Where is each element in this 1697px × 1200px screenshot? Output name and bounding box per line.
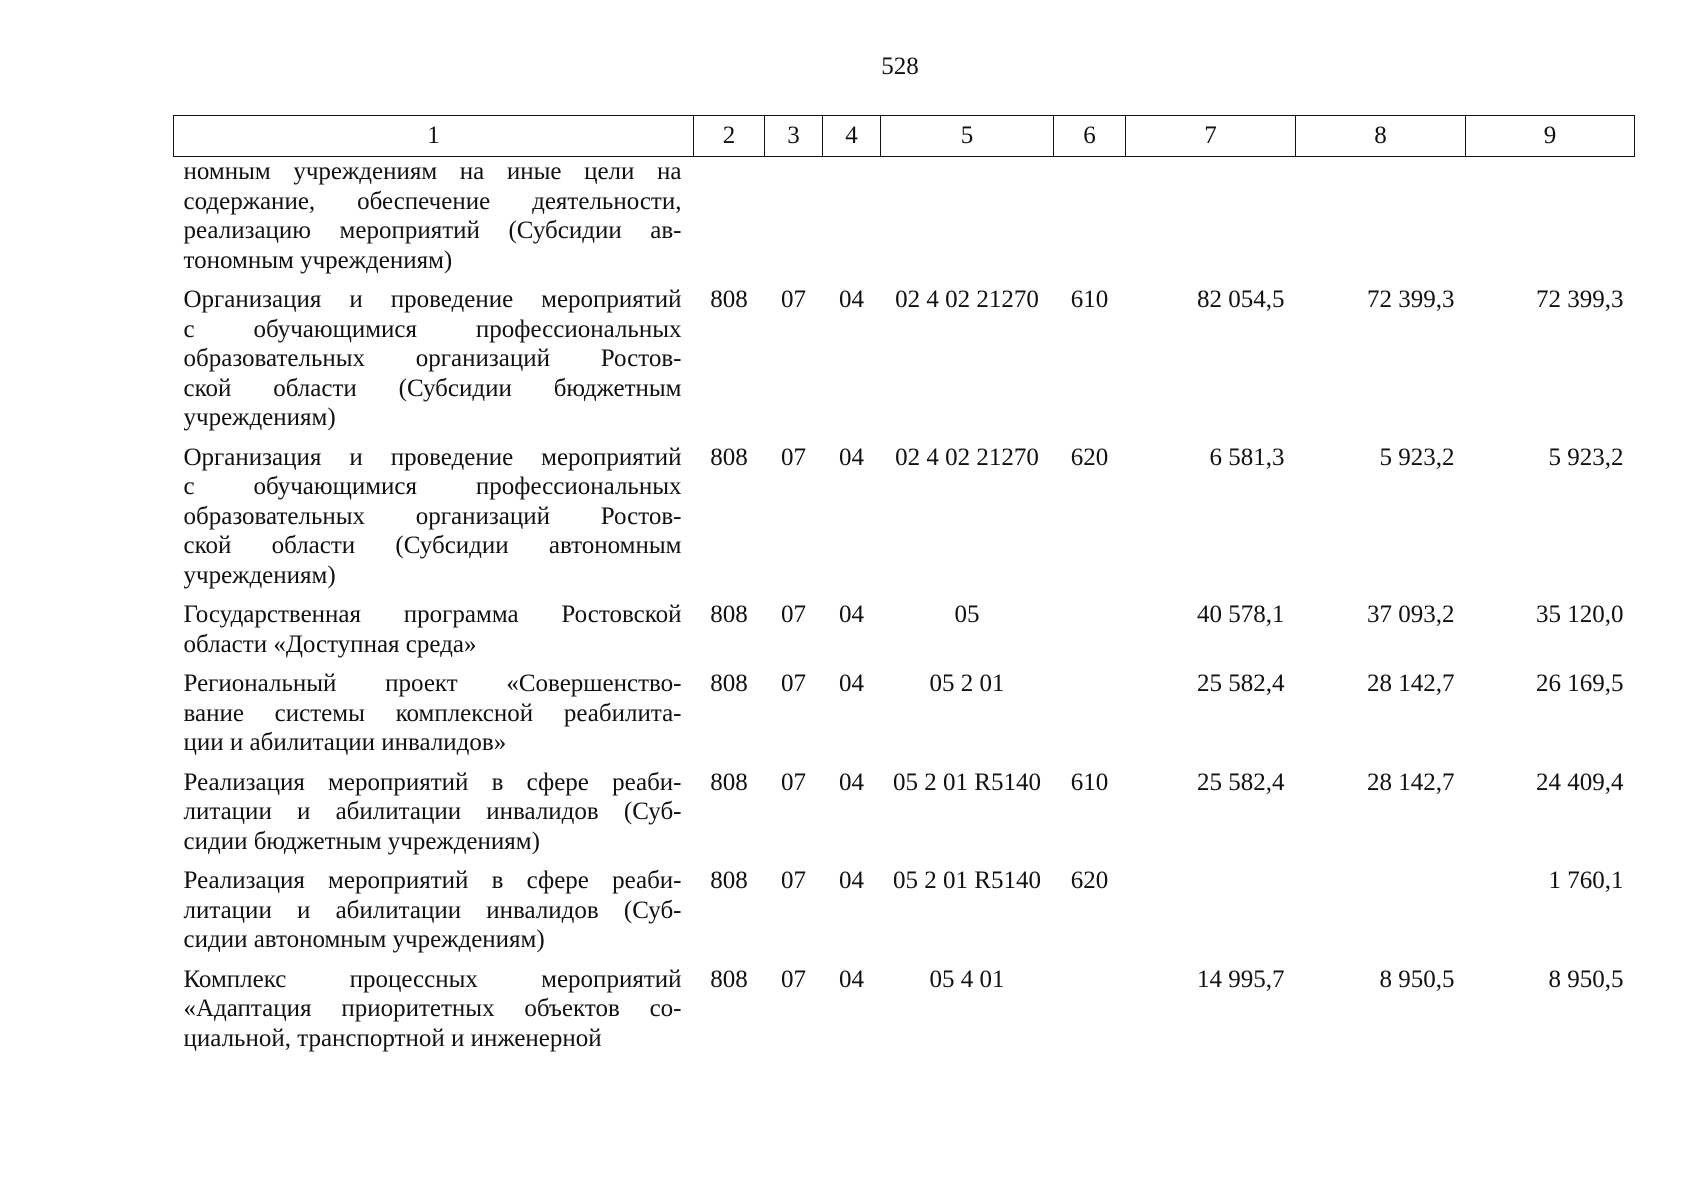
cell-celevaya-statya [881,157,1054,286]
header-cell-6: 6 [1054,116,1126,157]
cell-name-line: ской области (Субсидии автономным [183,532,682,559]
cell-name [174,600,694,669]
cell-amount-col9 [1466,157,1635,286]
cell-amount-col8: 37 093,2 [1367,601,1455,628]
cell-name [174,768,694,867]
cell-name-line: вание системы комплексной реабилита- [183,699,682,727]
cell-celevaya-statya: 05 2 01 R5140 [893,768,1041,796]
cell-vid-rashodov: 620 [1070,867,1109,894]
cell-name [174,443,694,601]
cell-glavnyi-rasporyaditel: 808 [710,867,748,894]
cell-amount-col7: 82 054,5 [1197,286,1285,313]
cell-razdel: 07 [781,965,806,993]
cell-vid-rashodov: 610 [1070,286,1109,313]
cell-amount-col9: 5 923,2 [1548,443,1624,471]
cell-name-line: сидии бюджетным учреждениям) [183,827,540,855]
table-row [174,600,1635,669]
cell-name-line: содержание, обеспечение деятельности, [183,187,682,215]
cell-amount-col9: 26 169,5 [1536,670,1624,697]
cell-name [174,669,694,768]
cell-name [174,866,694,965]
cell-podrazdel: 04 [839,670,864,697]
cell-amount-col9: 24 409,4 [1536,768,1624,796]
table-row [174,768,1635,867]
cell-name-line: тономным учреждениям) [183,246,453,274]
header-cell-1: 1 [174,116,694,157]
cell-podrazdel: 04 [839,965,864,993]
cell-vid-rashodov [1054,965,1126,1064]
cell-vid-rashodov: 610 [1070,768,1109,796]
cell-glavnyi-rasporyaditel: 808 [710,670,748,697]
cell-celevaya-statya: 02 4 02 21270 [895,286,1039,313]
table-row [174,965,1635,1064]
cell-amount-col8: 28 142,7 [1367,670,1455,697]
cell-razdel: 07 [781,443,806,471]
table-row [174,866,1635,965]
cell-glavnyi-rasporyaditel: 808 [710,965,748,993]
cell-name-line: области «Доступная среда» [183,630,477,658]
cell-name-line: Организация и проведение мероприятий [183,286,682,313]
cell-name-line: сидии автономным учреждениям) [183,926,545,953]
cell-amount-col8 [1296,157,1466,286]
cell-amount-col8 [1296,866,1466,965]
cell-amount-col7: 6 581,3 [1209,443,1285,471]
header-cell-2: 2 [694,116,765,157]
cell-amount-col9: 35 120,0 [1536,601,1624,628]
cell-celevaya-statya: 05 [954,601,980,628]
cell-name [174,965,694,1064]
cell-name-line: с обучающимися профессиональных [183,315,682,343]
table-row [174,285,1635,443]
cell-podrazdel: 04 [839,286,864,313]
cell-podrazdel: 04 [839,443,864,471]
cell-celevaya-statya: 02 4 02 21270 [895,443,1039,471]
cell-amount-col8: 8 950,5 [1379,965,1455,993]
cell-podrazdel: 04 [839,768,864,796]
header-cell-4: 4 [823,116,881,157]
cell-name-line: Комплекс процессных мероприятий [183,965,682,993]
cell-glavnyi-rasporyaditel: 808 [710,768,748,796]
cell-amount-col8: 72 399,3 [1367,286,1455,313]
cell-glavnyi-rasporyaditel: 808 [710,286,748,313]
cell-amount-col9: 72 399,3 [1536,286,1624,313]
budget-table [173,115,1635,1063]
cell-glavnyi-rasporyaditel: 808 [710,443,748,471]
cell-name-line: литации и абилитации инвалидов (Суб- [183,896,682,924]
cell-name-line: реализацию мероприятий (Субсидии ав- [183,217,682,244]
cell-amount-col7: 40 578,1 [1197,601,1285,628]
cell-razdel: 07 [781,286,806,313]
cell-name-line: образовательных организаций Ростов- [183,345,682,372]
cell-name-line: Организация и проведение мероприятий [183,443,682,471]
cell-name-line: «Адаптация приоритетных объектов со- [183,995,682,1022]
cell-amount-col7 [1126,157,1296,286]
cell-podrazdel [823,157,881,286]
cell-vid-rashodov [1054,157,1126,286]
header-row [174,116,1635,157]
cell-name-line: ской области (Субсидии бюджетным [183,374,682,402]
cell-amount-col9: 1 760,1 [1548,867,1624,894]
page-number: 528 [881,53,919,80]
cell-amount-col7: 14 995,7 [1197,965,1285,993]
cell-vid-rashodov [1054,600,1126,669]
cell-name-line: учреждениям) [183,404,336,431]
cell-name-line: номным учреждениям на иные цели на [183,158,682,185]
header-cell-3: 3 [765,116,823,157]
cell-amount-col8: 5 923,2 [1379,443,1455,471]
cell-name-line: Государственная программа Ростовской [183,601,682,628]
cell-amount-col7 [1126,866,1296,965]
cell-amount-col7: 25 582,4 [1197,670,1285,697]
cell-celevaya-statya: 05 2 01 R5140 [893,867,1041,894]
cell-razdel [765,157,823,286]
cell-razdel: 07 [781,601,806,628]
cell-name-line: Реализация мероприятий в сфере реаби- [183,768,682,796]
cell-name-line: образовательных организаций Ростов- [183,502,682,530]
cell-name-line: учреждениям) [183,561,336,589]
cell-glavnyi-rasporyaditel: 808 [710,601,748,628]
cell-razdel: 07 [781,768,806,796]
table-header [174,116,1635,157]
cell-amount-col7: 25 582,4 [1197,768,1285,796]
cell-podrazdel: 04 [839,867,864,894]
cell-name-line: Региональный проект «Совершенство- [183,670,682,697]
header-cell-8: 8 [1296,116,1466,157]
cell-amount-col9: 8 950,5 [1548,965,1624,993]
cell-razdel: 07 [781,670,806,697]
cell-celevaya-statya: 05 4 01 [929,965,1005,993]
header-cell-9: 9 [1466,116,1635,157]
cell-vid-rashodov [1054,669,1126,768]
table-row [174,669,1635,768]
cell-name [174,157,694,286]
cell-name-line: ции и абилитации инвалидов» [183,729,507,756]
table-body [174,157,1635,1064]
cell-celevaya-statya: 05 2 01 [929,670,1005,697]
cell-name-line: циальной, транспортной и инженерной [183,1024,602,1052]
cell-amount-col8: 28 142,7 [1367,768,1455,796]
table-row [174,443,1635,601]
cell-glavnyi-rasporyaditel [694,157,765,286]
table-row [174,157,1635,286]
cell-vid-rashodov: 620 [1070,443,1109,471]
cell-name [174,285,694,443]
header-cell-5: 5 [881,116,1054,157]
cell-name-line: с обучающимися профессиональных [183,473,682,500]
cell-name-line: литации и абилитации инвалидов (Суб- [183,798,682,825]
cell-name-line: Реализация мероприятий в сфере реаби- [183,867,682,894]
cell-razdel: 07 [781,867,806,894]
cell-podrazdel: 04 [839,601,864,628]
header-cell-7: 7 [1126,116,1296,157]
